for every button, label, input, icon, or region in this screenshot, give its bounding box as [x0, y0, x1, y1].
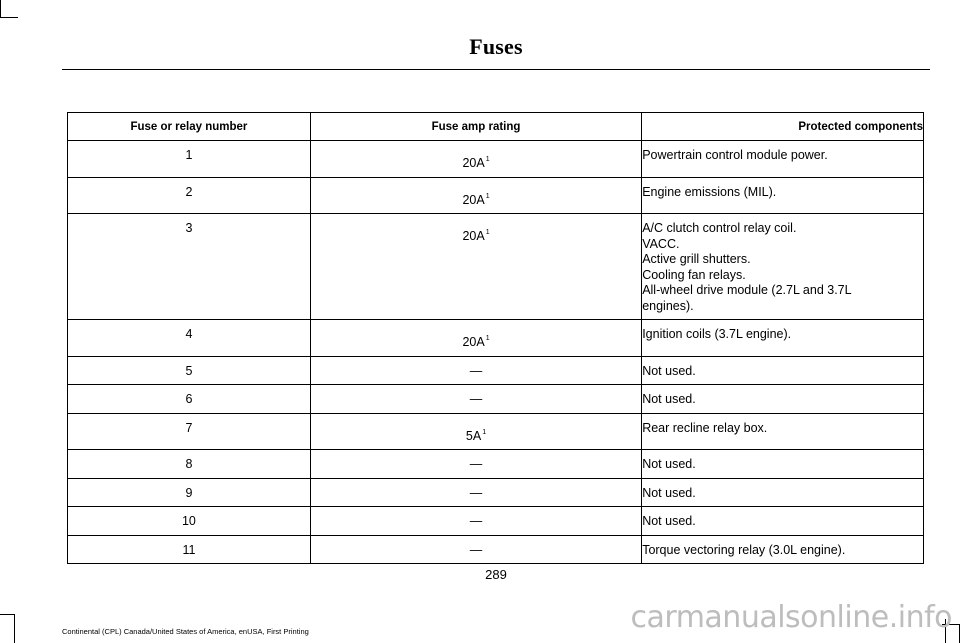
header-amp-rating: Fuse amp rating	[310, 113, 641, 141]
table-header-row	[68, 113, 924, 141]
amp-rating-cell	[310, 177, 641, 214]
page-number: 289	[485, 567, 507, 582]
footer-text: Continental (CPL) Canada/United States of America, enUSA, First Printing	[62, 627, 309, 636]
protected-components-cell	[642, 478, 924, 507]
header-protected-components: Protected components	[642, 113, 924, 141]
table-row	[68, 507, 924, 536]
protected-components-cell	[642, 535, 924, 564]
amp-rating-cell	[310, 356, 641, 385]
fuse-table	[67, 112, 924, 564]
amp-rating-text: 20A	[462, 192, 485, 207]
fuse-number-cell: 5	[68, 356, 311, 385]
component-line: Cooling fan relays.	[642, 267, 746, 282]
fuse-number-cell: 7	[68, 413, 311, 450]
amp-rating-value	[462, 335, 489, 351]
crop-mark	[14, 615, 15, 643]
amp-rating-text: —	[469, 363, 483, 378]
amp-rating-cell	[310, 507, 641, 536]
fuse-number-cell: 3	[68, 214, 311, 320]
fuse-number-cell: 8	[68, 450, 311, 479]
fuse-number-cell: 2	[68, 177, 311, 214]
table-row	[68, 413, 924, 450]
amp-rating-text: —	[469, 542, 483, 557]
amp-rating-text: —	[469, 514, 483, 528]
component-line: Active grill shutters.	[642, 252, 751, 266]
protected-components-cell	[642, 413, 924, 450]
amp-rating-value	[462, 193, 489, 209]
component-line: All-wheel drive module (2.7L and 3.7L	[642, 283, 852, 297]
fuse-number-cell: 1	[68, 141, 311, 178]
amp-rating-value	[470, 514, 483, 530]
table-row	[68, 141, 924, 178]
title-rule	[62, 69, 930, 70]
table-row	[68, 177, 924, 214]
table-row	[68, 214, 924, 320]
crop-mark	[0, 0, 1, 18]
amp-rating-cell	[310, 478, 641, 507]
protected-components-cell	[642, 141, 924, 178]
footnote-mark: 1	[482, 428, 487, 436]
page-title: Fuses	[469, 34, 523, 59]
footnote-mark: 1	[485, 229, 490, 236]
amp-rating-cell	[310, 214, 641, 320]
header-fuse-number: Fuse or relay number	[68, 113, 311, 141]
protected-components-cell	[642, 214, 924, 320]
component-line: A/C clutch control relay coil.	[642, 221, 797, 235]
amp-rating-cell	[310, 450, 641, 479]
amp-rating-text: 5A	[465, 428, 482, 443]
component-line: Not used.	[642, 363, 696, 378]
amp-rating-value	[470, 364, 483, 380]
component-line: Not used.	[642, 514, 696, 528]
table-row	[68, 535, 924, 564]
component-line: Torque vectoring relay (3.0L engine).	[642, 542, 846, 557]
crop-mark	[0, 614, 15, 615]
footnote-mark: 1	[485, 192, 490, 200]
amp-rating-cell	[310, 141, 641, 178]
footnote-mark: 1	[485, 335, 490, 342]
amp-rating-value	[470, 392, 483, 408]
amp-rating-cell	[310, 385, 641, 414]
amp-rating-value	[470, 457, 483, 473]
amp-rating-text: —	[469, 485, 483, 500]
table-row	[68, 478, 924, 507]
amp-rating-value	[462, 229, 489, 245]
amp-rating-text: 20A	[462, 156, 485, 170]
protected-components-cell	[642, 356, 924, 385]
amp-rating-value	[462, 156, 489, 172]
fuse-number-cell: 6	[68, 385, 311, 414]
component-line: engines).	[642, 298, 694, 313]
amp-rating-text: —	[469, 457, 483, 471]
crop-mark	[0, 17, 18, 18]
table-row	[68, 450, 924, 479]
component-line: Not used.	[642, 392, 696, 406]
fuse-table-body	[68, 141, 924, 564]
footnote-mark: 1	[485, 156, 490, 163]
component-line: Ignition coils (3.7L engine).	[642, 327, 792, 341]
fuse-number-cell: 10	[68, 507, 311, 536]
fuse-number-cell: 4	[68, 320, 311, 357]
amp-rating-text: —	[469, 392, 483, 406]
amp-rating-cell	[310, 535, 641, 564]
amp-rating-value	[470, 486, 483, 502]
protected-components-cell	[642, 320, 924, 357]
protected-components-cell	[642, 450, 924, 479]
watermark: carmanualsonline.info	[630, 600, 952, 635]
amp-rating-value	[466, 429, 486, 445]
component-line: Not used.	[642, 457, 696, 471]
table-row	[68, 385, 924, 414]
protected-components-cell	[642, 177, 924, 214]
protected-components-cell	[642, 507, 924, 536]
table-row	[68, 320, 924, 357]
amp-rating-text: 20A	[462, 335, 485, 349]
amp-rating-cell	[310, 413, 641, 450]
component-line: Not used.	[642, 485, 696, 500]
fuse-number-cell: 9	[68, 478, 311, 507]
component-line: VACC.	[642, 236, 680, 251]
component-line: Engine emissions (MIL).	[642, 184, 777, 199]
protected-components-cell	[642, 385, 924, 414]
fuse-number-cell: 11	[68, 535, 311, 564]
table-row	[68, 356, 924, 385]
amp-rating-text: 20A	[462, 229, 485, 243]
amp-rating-value	[470, 543, 483, 559]
component-line: Powertrain control module power.	[642, 148, 828, 162]
amp-rating-cell	[310, 320, 641, 357]
component-line: Rear recline relay box.	[642, 420, 768, 435]
